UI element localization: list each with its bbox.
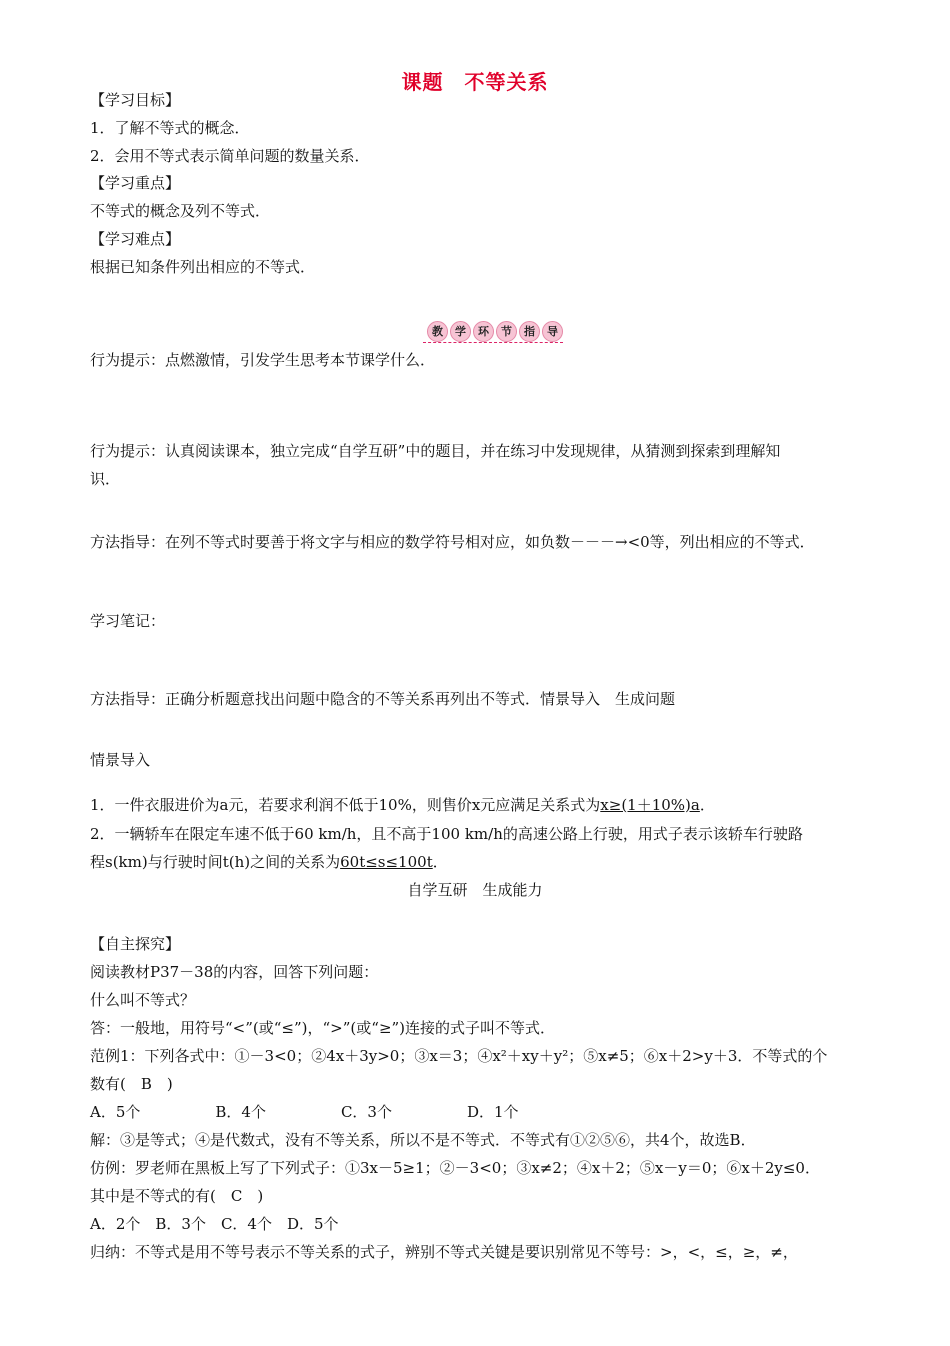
banner-char: 导 (542, 321, 563, 342)
behavior-hint-2-cont: 识． (90, 470, 121, 488)
difficulty-text: 根据已知条件列出相应的不等式． (90, 258, 316, 276)
q2-end: ． (432, 853, 448, 871)
imitation-example-cont: 其中是不等式的有( C ) (90, 1187, 264, 1205)
read-instruction: 阅读教材P37－38的内容，回答下列问题： (90, 963, 379, 981)
method-guide-2: 方法指导：正确分析题意找出问题中隐含的不等关系再列出不等式．情景导入 生成问题 (90, 690, 676, 708)
method-guide-1: 方法指导：在列不等式时要善于将文字与相应的数学符号相对应，如负数－－－→<0等，列出相应的不等式． (90, 533, 815, 551)
q1-end: ． (699, 796, 715, 814)
question-2-cont (90, 852, 448, 872)
banner-char: 学 (450, 321, 471, 342)
summary: 归纳：不等式是用不等号表示不等关系的式子，辨别不等式关键是要识别常见不等号：>，<，≤，≥，≠， (90, 1243, 798, 1261)
goal-2: 2．会用不等式表示简单问题的数量关系． (90, 147, 370, 165)
what-question: 什么叫不等式？ (90, 991, 196, 1009)
behavior-hint-1: 行为提示：点燃激情，引发学生思考本节课学什么． (90, 351, 436, 369)
scene-intro: 情景导入 (90, 751, 151, 769)
question-2: 2．一辆轿车在限定车速不低于60 km/h，且不高于100 km/h的高速公路上行驶，用式子表示该轿车行驶路 (90, 825, 803, 843)
banner-char: 指 (519, 321, 540, 342)
example-1: 范例1：下列各式中：①－3<0；②4x＋3y>0；③x＝3；④x²＋xy＋y²；⑤x≠5；⑥x＋2>y＋3．不等式的个 (90, 1047, 828, 1065)
focus-heading: 【学习重点】 (90, 174, 181, 192)
q2-answer: 60t≤s≤100t (340, 853, 433, 871)
q2-text: 程s(km)与行驶时间t(h)之间的关系为 (90, 853, 341, 871)
example-1-cont: 数有( B ) (90, 1075, 173, 1093)
page-title: 课题 不等关系 (401, 70, 549, 94)
imitation-options: A．2个 B．3个 C．4个 D．5个 (90, 1215, 339, 1233)
banner-char: 环 (473, 321, 494, 342)
goals-heading: 【学习目标】 (90, 91, 181, 109)
definition-answer: 答：一般地，用符号“<”(或“≤”)，“>”(或“≥”)连接的式子叫不等式． (90, 1019, 556, 1037)
example-1-solution: 解：③是等式；④是代数式，没有不等关系，所以不是不等式．不等式有①②⑤⑥，共4个，故选B． (90, 1131, 756, 1149)
difficulty-heading: 【学习难点】 (90, 230, 181, 248)
banner-char: 节 (496, 321, 517, 342)
behavior-hint-2: 行为提示：认真阅读课本，独立完成“自学互研”中的题目，并在练习中发现规律，从猜测到探索到理解知 (90, 442, 781, 460)
explore-heading: 【自主探究】 (90, 935, 181, 953)
focus-text: 不等式的概念及列不等式． (90, 202, 271, 220)
imitation-example: 仿例：罗老师在黑板上写了下列式子：①3x－5≥1；②－3<0；③x≠2；④x＋2；⑤x－y＝0；⑥x＋2y≤0． (90, 1159, 820, 1177)
q1-text: 1．一件衣服进价为a元，若要求利润不低于10%，则售价x元应满足关系式为 (90, 796, 601, 814)
section-heading: 自学互研 生成能力 (407, 881, 543, 899)
teaching-guide-banner (423, 319, 563, 345)
example-1-options: A．5个 B．4个 C．3个 D．1个 (90, 1103, 519, 1121)
goal-1: 1．了解不等式的概念． (90, 119, 250, 137)
banner-underline (423, 342, 563, 343)
question-1 (90, 795, 715, 815)
study-notes: 学习笔记： (90, 612, 166, 630)
q1-answer: x≥(1＋10%)a (600, 796, 700, 814)
banner-char: 教 (427, 321, 448, 342)
